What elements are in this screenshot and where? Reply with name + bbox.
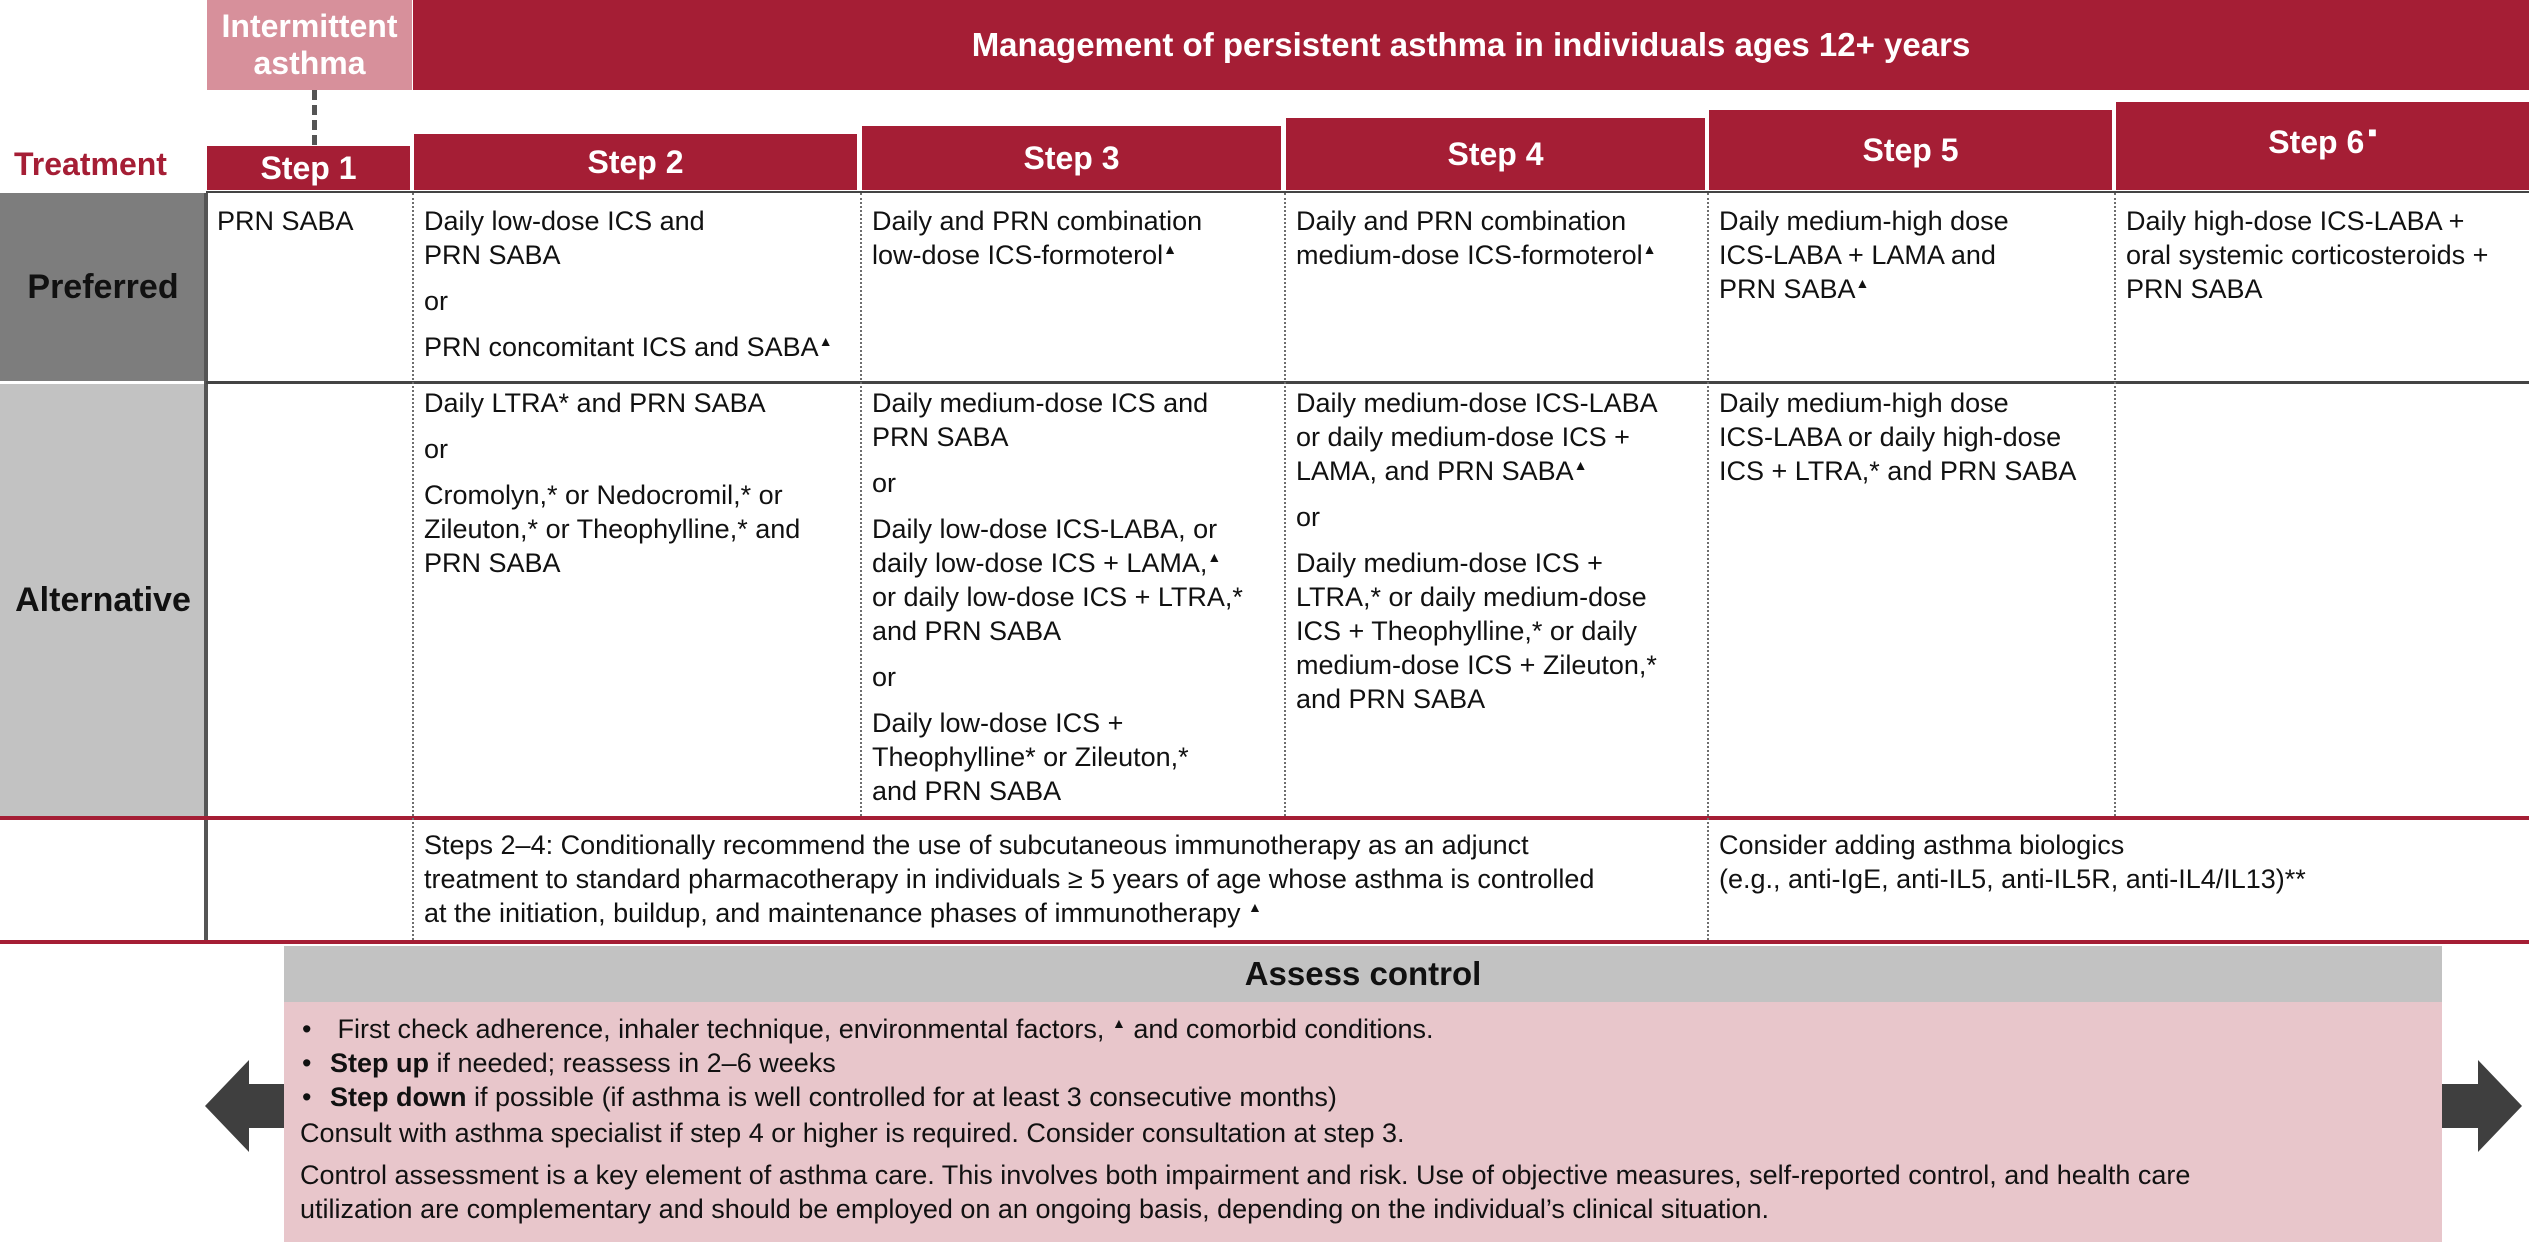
persistent-asthma-header <box>413 0 2529 90</box>
assess-bullet-1-text: First check adherence, inhaler technique, environmental factors, <box>337 1014 1105 1044</box>
alternative-step-5-2: ICS-LABA or daily high-dose <box>1719 422 2062 452</box>
alternative-step-2-b3: PRN SABA <box>424 548 561 578</box>
preferred-step-5-line2: ICS-LABA + LAMA and <box>1719 240 1996 270</box>
assess-bullet-2-text: if needed; reassess in 2–6 weeks <box>429 1048 836 1078</box>
assess-control-body <box>284 1002 2442 1242</box>
alternative-step-3-c3: and PRN SABA <box>872 776 1062 806</box>
step-3-header <box>862 126 1281 190</box>
alternative-step-4-b5: and PRN SABA <box>1296 684 1486 714</box>
step-2-header <box>414 134 857 190</box>
alternative-step-4-b1: Daily medium-dose ICS + <box>1296 548 1603 578</box>
assess-bullet-3 <box>300 1080 2426 1114</box>
preferred-step-3 <box>862 194 1282 284</box>
assess-bullet-2 <box>300 1046 2426 1080</box>
step-1-header <box>207 146 410 190</box>
step-5-label: Step 5 <box>1862 131 1959 168</box>
alternative-step-4-b4: medium-dose ICS + Zileuton,* <box>1296 650 1657 680</box>
alternative-step-3-or1: or <box>872 468 897 498</box>
preferred-step-4 <box>1286 194 1706 284</box>
alternative-step-4 <box>1286 376 1706 728</box>
preferred-row-label <box>0 193 206 381</box>
alternative-step-3-b3: or daily low-dose ICS + LTRA,* <box>872 582 1243 612</box>
preferred-label-text: Preferred <box>27 267 179 306</box>
alternative-step-2-or: or <box>424 434 449 464</box>
step-4-label: Step 4 <box>1447 135 1544 172</box>
alternative-step-4-a3: LAMA, and PRN SABA <box>1296 456 1574 486</box>
alternative-row-label <box>0 384 206 816</box>
preferred-step-2-or: or <box>424 286 449 316</box>
preferred-step-1 <box>207 194 411 250</box>
biologics-note <box>1709 818 2529 908</box>
triangle-icon: ▲ <box>1642 241 1657 257</box>
alternative-step-4-b2: LTRA,* or daily medium-dose <box>1296 582 1647 612</box>
alternative-step-4-or: or <box>1296 502 1321 532</box>
preferred-step-5-line3: PRN SABA <box>1719 274 1856 304</box>
triangle-icon: ▲ <box>1207 549 1222 565</box>
triangle-icon: ▲ <box>1111 1015 1126 1031</box>
alternative-step-2-b1: Cromolyn,* or Nedocromil,* or <box>424 480 783 510</box>
preferred-step-4-line1: Daily and PRN combination <box>1296 206 1627 236</box>
triangle-icon: ▲ <box>1163 241 1177 257</box>
control-assessment-line1: Control assessment is a key element of asthma care. This involves both impairment and risk. Use of objective measures, self-reported control, and health care <box>300 1160 2191 1190</box>
assess-control-title: Assess control <box>1244 955 1482 992</box>
preferred-step-2-line3: PRN concomitant ICS and SABA <box>424 332 819 362</box>
step-4-header <box>1286 118 1705 190</box>
preferred-step-6-line1: Daily high-dose ICS-LABA + <box>2126 206 2465 236</box>
preferred-step-3-line2: low-dose ICS-formoterol <box>872 240 1164 270</box>
step-down-arrow-icon <box>205 1060 285 1152</box>
step-down-bold: Step down <box>330 1082 467 1112</box>
assess-bullet-1 <box>300 1012 2426 1046</box>
preferred-step-2 <box>414 194 858 376</box>
preferred-step-5-line1: Daily medium-high dose <box>1719 206 2009 236</box>
triangle-icon: ▲ <box>1248 899 1262 915</box>
alternative-step-5-3: ICS + LTRA,* and PRN SABA <box>1719 456 2077 486</box>
immunotherapy-line1: Steps 2–4: Conditionally recommend the use of subcutaneous immunotherapy as an adjunct <box>424 830 1529 860</box>
assess-control-header <box>284 946 2442 1002</box>
intermittent-connector <box>312 90 317 145</box>
triangle-icon: ▲ <box>1855 275 1870 291</box>
step-up-arrow-icon <box>2442 1060 2522 1152</box>
consult-text: Consult with asthma specialist if step 4 or higher is required. Consider consultation at step 3. <box>300 1118 1405 1148</box>
preferred-top-line <box>206 191 2529 193</box>
biologics-line1: Consider adding asthma biologics <box>1719 830 2125 860</box>
assess-bullet-3-text: if possible (if asthma is well controlled for at least 3 consecutive months) <box>466 1082 1337 1112</box>
step-6-header <box>2116 102 2529 190</box>
preferred-step-6-line2: oral systemic corticosteroids + <box>2126 240 2489 270</box>
immunotherapy-note <box>414 818 1706 942</box>
triangle-icon: ▲ <box>818 333 833 349</box>
alternative-step-3-b1: Daily low-dose ICS-LABA, or <box>872 514 1218 544</box>
preferred-step-6 <box>2116 194 2529 318</box>
triangle-icon: ▲ <box>1573 457 1588 473</box>
alternative-step-4-b3: ICS + Theophylline,* or daily <box>1296 616 1637 646</box>
preferred-step-2-line1: Daily low-dose ICS and <box>424 206 705 236</box>
alternative-step-2-a: Daily LTRA* and PRN SABA <box>424 388 766 418</box>
step-2-label: Step 2 <box>587 143 684 180</box>
alternative-step-5-1: Daily medium-high dose <box>1719 388 2009 418</box>
preferred-step-2-line2: PRN SABA <box>424 240 561 270</box>
intermittent-asthma-label: Intermittent asthma <box>221 8 398 81</box>
preferred-step-5 <box>1709 194 2113 318</box>
alternative-step-2-b2: Zileuton,* or Theophylline,* and <box>424 514 801 544</box>
alternative-step-3-a1: Daily medium-dose ICS and <box>872 388 1209 418</box>
alternative-step-3 <box>862 376 1282 820</box>
preferred-step-3-line1: Daily and PRN combination <box>872 206 1203 236</box>
control-assessment-line2: utilization are complementary and should be employed on an ongoing basis, depending on the individual’s clinical situation. <box>300 1194 1769 1224</box>
alternative-step-3-a2: PRN SABA <box>872 422 1009 452</box>
alternative-step-3-or2: or <box>872 662 897 692</box>
step-3-label: Step 3 <box>1023 139 1120 176</box>
control-assessment-text <box>300 1158 2426 1226</box>
alternative-step-2 <box>414 376 858 592</box>
alternative-label-text: Alternative <box>15 580 191 619</box>
treatment-label: Treatment <box>14 146 167 182</box>
alternative-step-3-c1: Daily low-dose ICS + <box>872 708 1124 738</box>
intermittent-asthma-header <box>207 0 412 90</box>
biologics-line2: (e.g., anti-IgE, anti-IL5, anti-IL5R, anti-IL4/IL13)** <box>1719 864 2306 894</box>
preferred-step-6-line3: PRN SABA <box>2126 274 2263 304</box>
alternative-step-4-a1: Daily medium-dose ICS-LABA <box>1296 388 1658 418</box>
alternative-step-3-b4: and PRN SABA <box>872 616 1062 646</box>
step-5-header <box>1709 110 2112 190</box>
assess-control-bullets <box>300 1012 2426 1114</box>
persistent-asthma-label: Management of persistent asthma in individuals ages 12+ years <box>971 26 1971 63</box>
alternative-step-4-a2: or daily medium-dose ICS + <box>1296 422 1630 452</box>
immunotherapy-line2: treatment to standard pharmacotherapy in individuals ≥ 5 years of age whose asthma is controlled <box>424 864 1595 894</box>
alternative-step-3-b2: daily low-dose ICS + LAMA, <box>872 548 1208 578</box>
step-1-label: Step 1 <box>260 149 357 186</box>
left-column-divider <box>204 193 208 943</box>
alternative-step-3-c2: Theophylline* or Zileuton,* <box>872 742 1189 772</box>
step-6-label: Step 6 <box>2268 124 2365 160</box>
step-6-mark: ■ <box>2368 124 2377 140</box>
preferred-step-4-line2: medium-dose ICS-formoterol <box>1296 240 1643 270</box>
preferred-step-1-text: PRN SABA <box>217 206 354 236</box>
immunotherapy-line3: at the initiation, buildup, and maintenance phases of immunotherapy <box>424 898 1241 928</box>
alternative-step-5 <box>1709 376 2113 500</box>
assess-bullet-1-end: and comorbid conditions. <box>1133 1014 1434 1044</box>
step-up-bold: Step up <box>330 1048 429 1078</box>
